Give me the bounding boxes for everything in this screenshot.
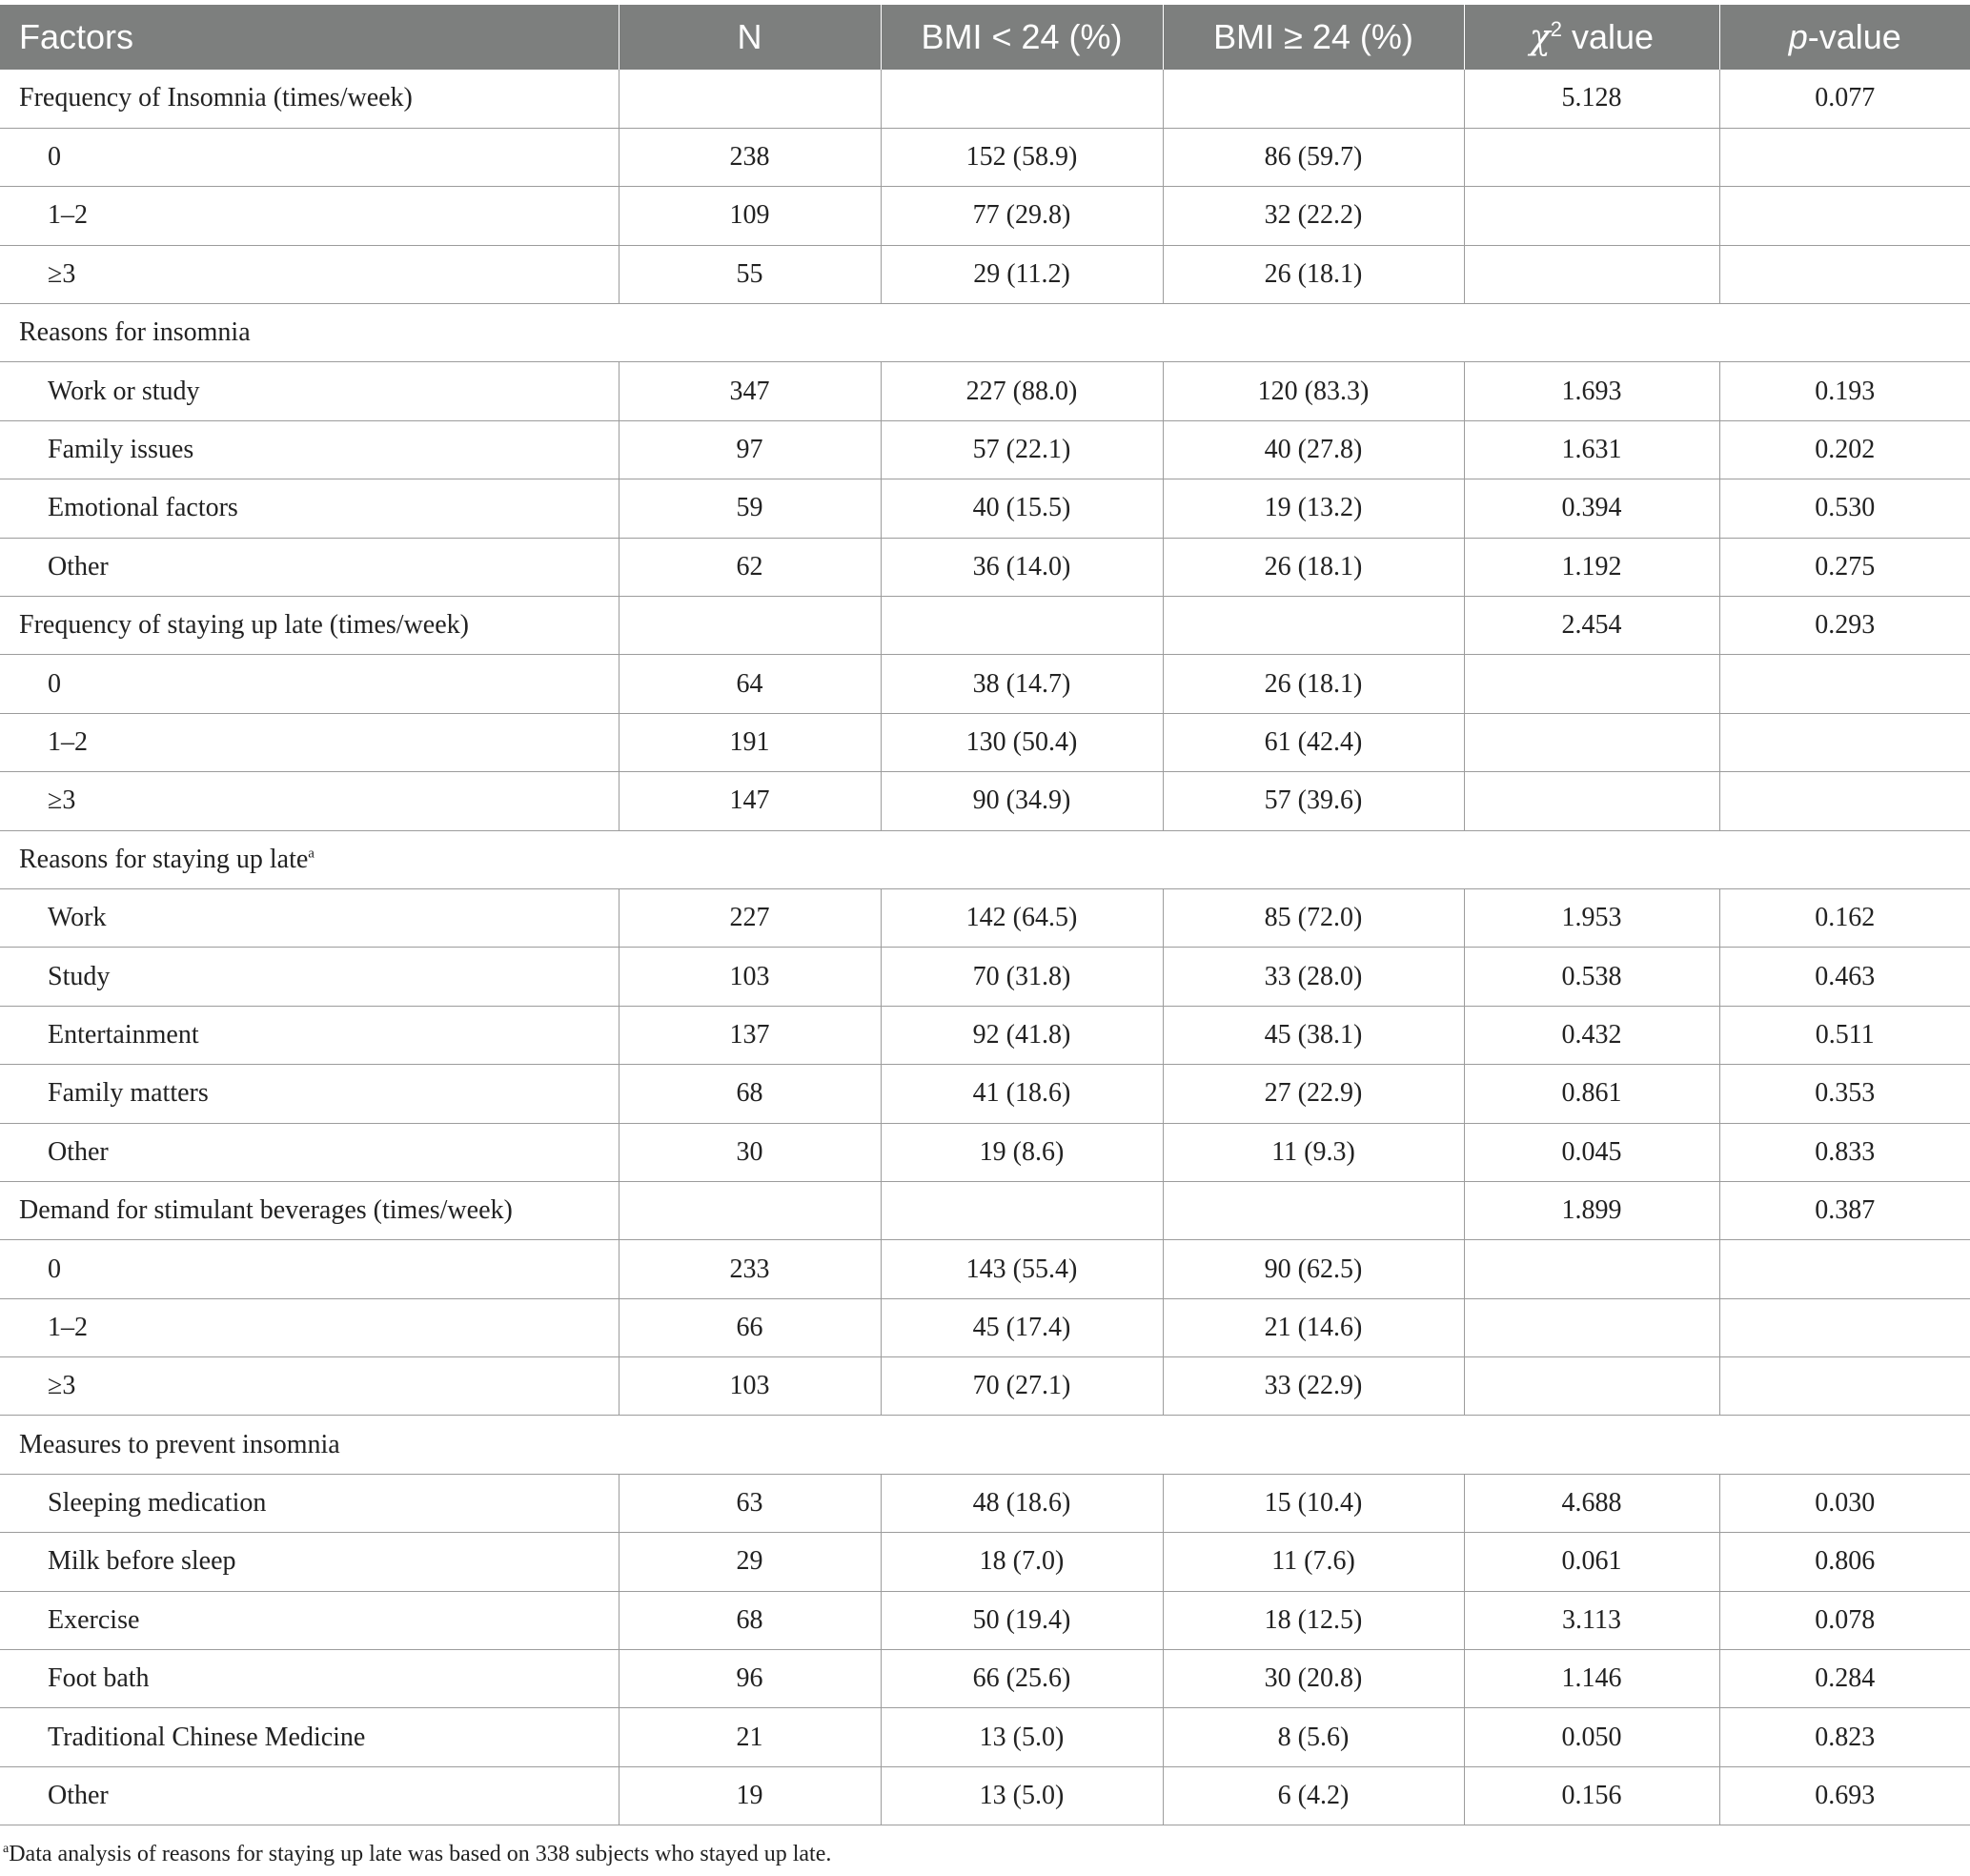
- table-row: [0, 1474, 1970, 1532]
- table-row: [0, 187, 1970, 245]
- section-header-row: [0, 304, 1970, 362]
- factor-cell: ≥3: [0, 1357, 619, 1416]
- table-row: [0, 1006, 1970, 1064]
- factor-cell: Milk before sleep: [0, 1533, 619, 1591]
- table-row: [0, 1591, 1970, 1649]
- table-row: [0, 420, 1970, 479]
- bmi-ge-24-cell: 85 (72.0): [1163, 888, 1464, 947]
- n-cell: 147: [619, 772, 881, 830]
- section-header-row: [0, 830, 1970, 888]
- n-cell: 21: [619, 1708, 881, 1766]
- n-cell: 29: [619, 1533, 881, 1591]
- factor-cell: Other: [0, 538, 619, 596]
- n-cell: 137: [619, 1006, 881, 1064]
- bmi-ge-24-cell: 26 (18.1): [1163, 245, 1464, 303]
- table-row: [0, 772, 1970, 830]
- chi-symbol: χ: [1529, 18, 1551, 57]
- factor-cell: 1–2: [0, 1298, 619, 1356]
- factor-cell: 1–2: [0, 187, 619, 245]
- header-bmi-ge-24: BMI ≥ 24 (%): [1163, 5, 1464, 70]
- bmi-lt-24-cell: 70 (27.1): [881, 1357, 1163, 1416]
- factor-cell: Foot bath: [0, 1650, 619, 1708]
- chi-square-cell: 0.156: [1464, 1766, 1719, 1825]
- p-value-cell: [1719, 1240, 1970, 1298]
- n-cell: 62: [619, 538, 881, 596]
- p-value-cell: 0.162: [1719, 888, 1970, 947]
- table-row: [0, 1357, 1970, 1416]
- bmi-ge-24-cell: 33 (22.9): [1163, 1357, 1464, 1416]
- chi-square-cell: 1.192: [1464, 538, 1719, 596]
- footnote-marker: a: [308, 846, 315, 862]
- table-row: [0, 948, 1970, 1006]
- section-label-text: Reasons for staying up late: [19, 844, 309, 874]
- p-value-cell: 0.693: [1719, 1766, 1970, 1825]
- p-value-cell: 0.030: [1719, 1474, 1970, 1532]
- n-cell: 66: [619, 1298, 881, 1356]
- bmi-lt-24-cell: 92 (41.8): [881, 1006, 1163, 1064]
- bmi-lt-24-cell: 45 (17.4): [881, 1298, 1163, 1356]
- bmi-ge-24-cell: 6 (4.2): [1163, 1766, 1464, 1825]
- chi-square-cell: [1464, 245, 1719, 303]
- factor-cell: Frequency of Insomnia (times/week): [0, 70, 619, 128]
- bmi-lt-24-cell: 143 (55.4): [881, 1240, 1163, 1298]
- bmi-ge-24-cell: 90 (62.5): [1163, 1240, 1464, 1298]
- bmi-lt-24-cell: 57 (22.1): [881, 420, 1163, 479]
- chi-square-cell: [1464, 128, 1719, 186]
- n-cell: [619, 1181, 881, 1239]
- bmi-ge-24-cell: 11 (7.6): [1163, 1533, 1464, 1591]
- p-value-cell: [1719, 128, 1970, 186]
- table-row: [0, 1708, 1970, 1766]
- bmi-ge-24-cell: 30 (20.8): [1163, 1650, 1464, 1708]
- p-value-cell: 0.530: [1719, 479, 1970, 538]
- header-n: N: [619, 5, 881, 70]
- bmi-lt-24-cell: 152 (58.9): [881, 128, 1163, 186]
- bmi-lt-24-cell: 142 (64.5): [881, 888, 1163, 947]
- chi-square-cell: 0.432: [1464, 1006, 1719, 1064]
- factor-cell: Frequency of staying up late (times/week): [0, 597, 619, 655]
- table-footnote: [3, 1842, 831, 1867]
- p-value-cell: 0.078: [1719, 1591, 1970, 1649]
- p-value-cell: 0.833: [1719, 1123, 1970, 1181]
- table-body: [0, 70, 1970, 1825]
- bmi-ge-24-cell: 86 (59.7): [1163, 128, 1464, 186]
- section-label-text: Reasons for insomnia: [19, 317, 251, 348]
- factor-cell: Family issues: [0, 420, 619, 479]
- n-cell: 63: [619, 1474, 881, 1532]
- bmi-lt-24-cell: 48 (18.6): [881, 1474, 1163, 1532]
- chi-square-cell: 0.045: [1464, 1123, 1719, 1181]
- chi-square-cell: [1464, 1298, 1719, 1356]
- factor-cell: Emotional factors: [0, 479, 619, 538]
- table-row: [0, 538, 1970, 596]
- section-header-row: [0, 1181, 1970, 1239]
- bmi-lt-24-cell: 29 (11.2): [881, 245, 1163, 303]
- n-cell: 68: [619, 1591, 881, 1649]
- factor-cell: Work or study: [0, 362, 619, 420]
- table-header: [0, 5, 1970, 70]
- chi-square-cell: 2.454: [1464, 597, 1719, 655]
- p-value-cell: 0.463: [1719, 948, 1970, 1006]
- p-value-cell: [1719, 1357, 1970, 1416]
- n-cell: 19: [619, 1766, 881, 1825]
- n-cell: 347: [619, 362, 881, 420]
- table-row: [0, 128, 1970, 186]
- p-value-cell: [1719, 655, 1970, 713]
- section-label-text: Measures to prevent insomnia: [19, 1429, 340, 1459]
- chi-square-cell: 1.146: [1464, 1650, 1719, 1708]
- bmi-lt-24-cell: 40 (15.5): [881, 479, 1163, 538]
- n-cell: 103: [619, 1357, 881, 1416]
- bmi-ge-24-cell: 33 (28.0): [1163, 948, 1464, 1006]
- p-value-cell: 0.275: [1719, 538, 1970, 596]
- bmi-ge-24-cell: 27 (22.9): [1163, 1065, 1464, 1123]
- chi-square-cell: 1.953: [1464, 888, 1719, 947]
- factor-cell: Family matters: [0, 1065, 619, 1123]
- table-row: [0, 1298, 1970, 1356]
- chi-square-cell: [1464, 1240, 1719, 1298]
- table-row: [0, 1065, 1970, 1123]
- bmi-ge-24-cell: [1163, 1181, 1464, 1239]
- bmi-ge-24-cell: 40 (27.8): [1163, 420, 1464, 479]
- factor-cell: 0: [0, 128, 619, 186]
- bmi-ge-24-cell: 57 (39.6): [1163, 772, 1464, 830]
- p-symbol: p: [1788, 17, 1808, 56]
- table-row: [0, 1240, 1970, 1298]
- n-cell: 59: [619, 479, 881, 538]
- p-value-cell: [1719, 772, 1970, 830]
- bmi-ge-24-cell: 32 (22.2): [1163, 187, 1464, 245]
- chi-square-cell: 0.861: [1464, 1065, 1719, 1123]
- factor-cell: 0: [0, 1240, 619, 1298]
- bmi-lt-24-cell: 38 (14.7): [881, 655, 1163, 713]
- table-row: [0, 655, 1970, 713]
- p-value-cell: 0.823: [1719, 1708, 1970, 1766]
- n-cell: 97: [619, 420, 881, 479]
- table-row: [0, 713, 1970, 771]
- n-cell: 68: [619, 1065, 881, 1123]
- chi-square-cell: [1464, 713, 1719, 771]
- bmi-ge-24-cell: 11 (9.3): [1163, 1123, 1464, 1181]
- bmi-ge-24-cell: 18 (12.5): [1163, 1591, 1464, 1649]
- bmi-ge-24-cell: 45 (38.1): [1163, 1006, 1464, 1064]
- factor-cell: ≥3: [0, 245, 619, 303]
- table-row: [0, 1123, 1970, 1181]
- bmi-lt-24-cell: 13 (5.0): [881, 1708, 1163, 1766]
- factor-cell: Other: [0, 1766, 619, 1825]
- factor-cell: Work: [0, 888, 619, 947]
- p-value-cell: 0.387: [1719, 1181, 1970, 1239]
- chi-label: value: [1562, 17, 1655, 56]
- section-header-row: [0, 1416, 1970, 1474]
- chi-square-cell: 3.113: [1464, 1591, 1719, 1649]
- bmi-lt-24-cell: [881, 597, 1163, 655]
- p-value-cell: [1719, 713, 1970, 771]
- bmi-lt-24-cell: 70 (31.8): [881, 948, 1163, 1006]
- factor-cell: Study: [0, 948, 619, 1006]
- table-row: [0, 245, 1970, 303]
- chi-square-cell: 0.061: [1464, 1533, 1719, 1591]
- bmi-lt-24-cell: 90 (34.9): [881, 772, 1163, 830]
- chi-square-cell: [1464, 655, 1719, 713]
- n-cell: [619, 597, 881, 655]
- factor-cell: Traditional Chinese Medicine: [0, 1708, 619, 1766]
- n-cell: 64: [619, 655, 881, 713]
- chi-square-cell: 1.631: [1464, 420, 1719, 479]
- table-row: [0, 888, 1970, 947]
- section-label: [0, 1416, 1970, 1474]
- bmi-ge-24-cell: 15 (10.4): [1163, 1474, 1464, 1532]
- section-label: [0, 830, 1970, 888]
- table-row: [0, 1533, 1970, 1591]
- chi-exponent: 2: [1550, 17, 1562, 41]
- n-cell: 103: [619, 948, 881, 1006]
- data-table: [0, 5, 1970, 1825]
- chi-square-cell: [1464, 1357, 1719, 1416]
- chi-square-cell: 0.394: [1464, 479, 1719, 538]
- header-factors: Factors: [0, 5, 619, 70]
- p-value-cell: 0.806: [1719, 1533, 1970, 1591]
- section-header-row: [0, 70, 1970, 128]
- bmi-ge-24-cell: 21 (14.6): [1163, 1298, 1464, 1356]
- table-row: [0, 479, 1970, 538]
- bmi-lt-24-cell: 13 (5.0): [881, 1766, 1163, 1825]
- p-value-cell: 0.353: [1719, 1065, 1970, 1123]
- bmi-lt-24-cell: [881, 1181, 1163, 1239]
- n-cell: 30: [619, 1123, 881, 1181]
- bmi-lt-24-cell: 227 (88.0): [881, 362, 1163, 420]
- factor-cell: Other: [0, 1123, 619, 1181]
- chi-square-cell: [1464, 772, 1719, 830]
- bmi-lt-24-cell: 77 (29.8): [881, 187, 1163, 245]
- n-cell: 96: [619, 1650, 881, 1708]
- table-row: [0, 1766, 1970, 1825]
- n-cell: 233: [619, 1240, 881, 1298]
- bmi-ge-24-cell: 26 (18.1): [1163, 538, 1464, 596]
- section-header-row: [0, 597, 1970, 655]
- n-cell: 55: [619, 245, 881, 303]
- chi-square-cell: 4.688: [1464, 1474, 1719, 1532]
- p-value-cell: [1719, 245, 1970, 303]
- footnote-text: Data analysis of reasons for staying up late was based on 338 subjects who stayed up late.: [9, 1842, 832, 1866]
- bmi-ge-24-cell: [1163, 597, 1464, 655]
- n-cell: [619, 70, 881, 128]
- bmi-lt-24-cell: 19 (8.6): [881, 1123, 1163, 1181]
- bmi-lt-24-cell: 41 (18.6): [881, 1065, 1163, 1123]
- factor-cell: 0: [0, 655, 619, 713]
- chi-square-cell: 1.693: [1464, 362, 1719, 420]
- p-value-cell: 0.511: [1719, 1006, 1970, 1064]
- header-chi-square-value: [1464, 5, 1719, 70]
- table-row: [0, 1650, 1970, 1708]
- p-value-cell: [1719, 1298, 1970, 1356]
- table-row: [0, 362, 1970, 420]
- header-row: [0, 5, 1970, 70]
- bmi-ge-24-cell: 8 (5.6): [1163, 1708, 1464, 1766]
- n-cell: 238: [619, 128, 881, 186]
- bmi-lt-24-cell: [881, 70, 1163, 128]
- p-value-cell: 0.202: [1719, 420, 1970, 479]
- bmi-lt-24-cell: 50 (19.4): [881, 1591, 1163, 1649]
- header-p-value: [1719, 5, 1970, 70]
- factor-cell: Exercise: [0, 1591, 619, 1649]
- p-label: -value: [1807, 17, 1901, 56]
- factor-cell: Sleeping medication: [0, 1474, 619, 1532]
- chi-square-cell: 0.050: [1464, 1708, 1719, 1766]
- bmi-lt-24-cell: 66 (25.6): [881, 1650, 1163, 1708]
- bmi-ge-24-cell: 61 (42.4): [1163, 713, 1464, 771]
- chi-square-cell: 1.899: [1464, 1181, 1719, 1239]
- factor-cell: ≥3: [0, 772, 619, 830]
- chi-square-cell: [1464, 187, 1719, 245]
- bmi-ge-24-cell: 120 (83.3): [1163, 362, 1464, 420]
- data-table-container: [0, 5, 1970, 1825]
- bmi-ge-24-cell: 26 (18.1): [1163, 655, 1464, 713]
- bmi-ge-24-cell: 19 (13.2): [1163, 479, 1464, 538]
- bmi-lt-24-cell: 18 (7.0): [881, 1533, 1163, 1591]
- p-value-cell: 0.193: [1719, 362, 1970, 420]
- bmi-ge-24-cell: [1163, 70, 1464, 128]
- factor-cell: 1–2: [0, 713, 619, 771]
- p-value-cell: 0.077: [1719, 70, 1970, 128]
- p-value-cell: 0.293: [1719, 597, 1970, 655]
- n-cell: 191: [619, 713, 881, 771]
- bmi-lt-24-cell: 36 (14.0): [881, 538, 1163, 596]
- factor-cell: Entertainment: [0, 1006, 619, 1064]
- chi-square-cell: 5.128: [1464, 70, 1719, 128]
- factor-cell: Demand for stimulant beverages (times/week): [0, 1181, 619, 1239]
- footnote-marker: a: [3, 1842, 10, 1856]
- n-cell: 227: [619, 888, 881, 947]
- chi-square-cell: 0.538: [1464, 948, 1719, 1006]
- header-bmi-lt-24: BMI < 24 (%): [881, 5, 1163, 70]
- p-value-cell: 0.284: [1719, 1650, 1970, 1708]
- p-value-cell: [1719, 187, 1970, 245]
- section-label: [0, 304, 1970, 362]
- bmi-lt-24-cell: 130 (50.4): [881, 713, 1163, 771]
- n-cell: 109: [619, 187, 881, 245]
